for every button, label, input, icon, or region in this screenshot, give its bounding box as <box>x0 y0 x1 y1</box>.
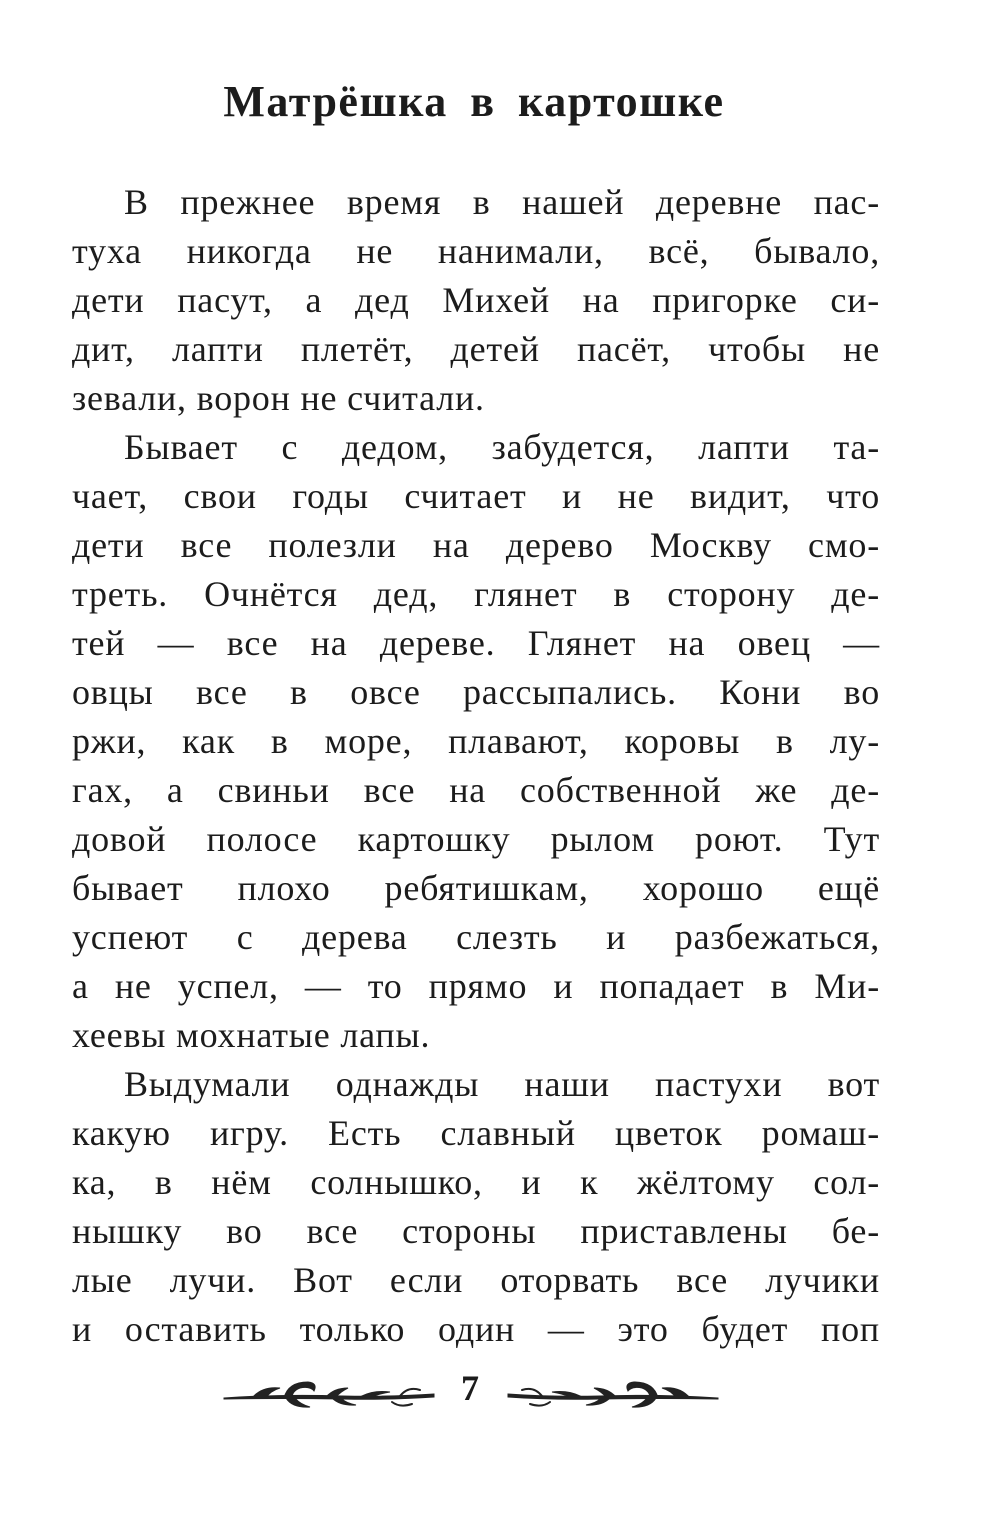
text-line: дит, лапти плетёт, детей пасёт, чтобы не <box>72 329 880 369</box>
text-line: дети все полезли на дерево Москву смо- <box>72 525 880 565</box>
text-line: какую игру. Есть славный цветок ромаш- <box>72 1113 880 1153</box>
flourish-ornament-left-icon <box>222 1372 436 1416</box>
text-line: бывает плохо ребятишкам, хорошо ещё <box>72 868 880 908</box>
chapter-title: Матрёшка в картошке <box>223 77 725 126</box>
text-line: зевали, ворон не считали. <box>72 378 485 418</box>
text-line: В прежнее время в нашей деревне пас- <box>124 182 880 222</box>
text-line: ржи, как в море, плавают, коровы в лу- <box>72 721 880 761</box>
text-line: ка, в нём солнышко, и к жёлтому сол- <box>72 1162 880 1202</box>
page-number: 7 <box>461 1368 479 1408</box>
text-line: хеевы мохнатые лапы. <box>72 1015 431 1055</box>
text-line: дети пасут, а дед Михей на пригорке си- <box>72 280 880 320</box>
text-line: Выдумали однажды наши пастухи вот <box>124 1064 880 1104</box>
text-line: треть. Очнётся дед, глянет в сторону де- <box>72 574 880 614</box>
text-line: туха никогда не нанимали, всё, бывало, <box>72 231 880 271</box>
text-line: нышку во все стороны приставлены бе- <box>72 1211 880 1251</box>
text-line: лые лучи. Вот если оторвать все лучики <box>72 1260 880 1300</box>
text-line: гах, а свиньи все на собственной же де- <box>72 770 880 810</box>
body-text <box>72 178 880 1354</box>
text-line: чает, свои годы считает и не видит, что <box>72 476 880 516</box>
page-footer <box>0 1362 1000 1422</box>
text-line: тей — все на дереве. Глянет на овец — <box>72 623 880 663</box>
text-line: а не успел, — то прямо и попадает в Ми- <box>72 966 880 1006</box>
text-line: Бывает с дедом, забудется, лапти та- <box>124 427 880 467</box>
text-line: и оставить только один — это будет поп <box>72 1309 880 1349</box>
text-line: довой полосе картошку рылом роют. Тут <box>72 819 880 859</box>
text-line: овцы все в овсе рассыпались. Кони во <box>72 672 880 712</box>
flourish-ornament-right-icon <box>506 1372 720 1416</box>
text-line: успеют с дерева слезть и разбежаться, <box>72 917 880 957</box>
